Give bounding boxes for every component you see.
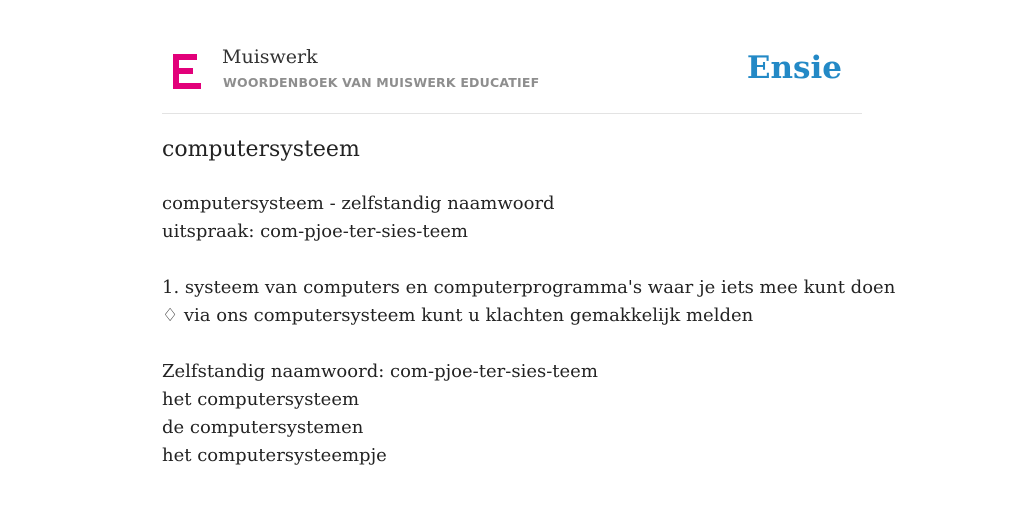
entry-title: computersysteem	[162, 137, 360, 162]
brand-name[interactable]: Muiswerk	[222, 46, 318, 68]
entry-line-pronunciation: uitspraak: com-pjoe-ter-sies-teem	[162, 221, 468, 242]
entry-definition	[162, 190, 895, 470]
entry-line-blank	[162, 330, 895, 358]
brand-subtitle: WOORDENBOEK VAN MUISWERK EDUCATIEF	[223, 75, 540, 90]
entry-line-example: ♢ via ons computersysteem kunt u klachten gemakkelijk melden	[162, 305, 754, 326]
logo-bar-middle	[173, 68, 193, 74]
entry-line-plural: de computersystemen	[162, 417, 364, 438]
ensie-logo-link[interactable]: Ensie	[746, 50, 842, 86]
header	[162, 40, 862, 114]
muiswerk-e-logo-icon[interactable]	[173, 54, 201, 89]
entry-line-word-class: computersysteem - zelfstandig naamwoord	[162, 193, 555, 214]
entry-line-noun-pronunciation: Zelfstandig naamwoord: com-pjoe-ter-sies-teem	[162, 361, 598, 382]
entry-line-singular: het computersysteem	[162, 389, 360, 410]
entry-line-diminutive: het computersysteempje	[162, 445, 387, 466]
entry-line-blank	[162, 246, 895, 274]
logo-bar-bottom	[173, 83, 201, 89]
entry-line-definition: 1. systeem van computers en computerprogramma's waar je iets mee kunt doen	[162, 277, 896, 298]
